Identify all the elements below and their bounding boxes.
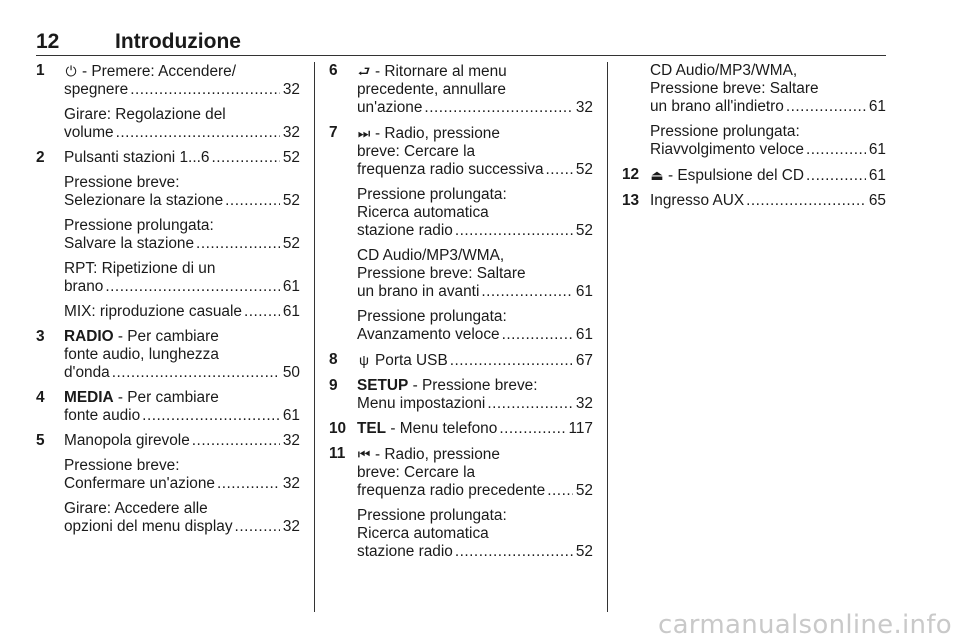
- page-ref: 32: [282, 81, 300, 98]
- page-ref: 32: [575, 395, 593, 412]
- skip-forward-icon: ⏭: [357, 125, 371, 141]
- page-ref: 61: [575, 326, 593, 343]
- page-ref: 61: [282, 407, 300, 424]
- entry-5: 5 Manopola girevole ..... 32 Pressione breve: Confermare un'azione ..... 32 Girare: Accedere alle opzioni del menu display ..... 32: [36, 432, 300, 536]
- page-ref: 32: [282, 124, 300, 141]
- entry-number: 6: [329, 62, 338, 79]
- page-ref: 52: [575, 543, 593, 560]
- page-header: [36, 30, 886, 52]
- page-title: Introduzione: [115, 30, 241, 53]
- page-ref: 32: [282, 432, 300, 449]
- column-3: [622, 62, 886, 217]
- page-ref: 61: [282, 278, 300, 295]
- skip-back-icon: ⏮: [357, 446, 371, 462]
- entry-9: 9 SETUP - Pressione breve: Menu impostazioni ..... 32: [329, 377, 593, 413]
- page-ref: 52: [575, 482, 593, 499]
- page-ref: 32: [282, 518, 300, 535]
- page-ref: 32: [575, 99, 593, 116]
- page-ref: 52: [282, 235, 300, 252]
- entry-4: 4 MEDIA - Per cambiare fonte audio ..... 61: [36, 389, 300, 425]
- column-divider-2: [607, 62, 608, 612]
- entry-13: 13 Ingresso AUX ..... 65: [622, 192, 886, 210]
- page-ref: 32: [282, 475, 300, 492]
- entry-6: 6 ⮐ - Ritornare al menu precedente, annullare un'azione ..... 32: [329, 62, 593, 117]
- entry-number: 1: [36, 62, 45, 79]
- page-ref: 61: [868, 167, 886, 184]
- column-1: [36, 62, 300, 543]
- header-divider: [36, 55, 886, 56]
- entry-number: 9: [329, 377, 338, 394]
- entry-number: 2: [36, 149, 45, 166]
- page-ref: 61: [868, 98, 886, 115]
- entry-1: 1 ⏻ - Premere: Accendere/ spegnere ..... 32 Girare: Regolazione del volume ..... 32: [36, 62, 300, 142]
- eject-icon: ⏏: [650, 167, 664, 183]
- entry-11-continued: CD Audio/MP3/WMA, Pressione breve: Saltare un brano all'indietro ..... 61 Pressione prolungata: Riavvolgimento veloce ..... 61: [622, 62, 886, 159]
- entry-8: 8 ψ Porta USB ..... 67: [329, 351, 593, 370]
- page-ref: 52: [282, 192, 300, 209]
- entry-2: 2 Pulsanti stazioni 1...6 ..... 52 Pressione breve: Selezionare la stazione ..... 52 Pressione prolungata: Salvare la stazione ..... 52 RPT: Ripetizione di un brano ..... 61 MIX: riproduzione casuale ..... 61: [36, 149, 300, 321]
- entry-number: 11: [329, 445, 346, 462]
- page-ref: 50: [282, 364, 300, 381]
- watermark: carmanualsonline.info: [657, 610, 952, 640]
- page-ref: 52: [282, 149, 300, 166]
- usb-icon: ψ: [359, 352, 369, 368]
- entry-12: 12 ⏏ - Espulsione del CD ..... 61: [622, 166, 886, 185]
- back-arrow-icon: ⮐: [357, 63, 371, 79]
- entry-7: 7 ⏭ - Radio, pressione breve: Cercare la frequenza radio successiva ..... 52 Pressione prolungata: Ricerca automatica stazione radio ..... 52 CD Audio/MP3/WMA, Pressione breve: Saltare un brano in avanti ..... 61 Pressione prolungata: Avanzamento veloce ..... 61: [329, 124, 593, 344]
- page-ref: 61: [575, 283, 593, 300]
- entry-number: 7: [329, 124, 338, 141]
- entry-3: 3 RADIO - Per cambiare fonte audio, lunghezza d'onda ..... 50: [36, 328, 300, 382]
- entry-number: 5: [36, 432, 45, 449]
- entry-number: 8: [329, 351, 338, 368]
- column-divider-1: [314, 62, 315, 612]
- page-ref: 65: [868, 192, 886, 209]
- entry-number: 3: [36, 328, 45, 345]
- page-ref: 67: [575, 352, 593, 369]
- page-number: 12: [36, 30, 60, 53]
- entry-number: 12: [622, 166, 640, 183]
- entry-10: 10 TEL - Menu telefono ..... 117: [329, 420, 593, 438]
- page-ref: 117: [568, 420, 593, 437]
- entry-number: 13: [622, 192, 640, 209]
- page-ref: 61: [282, 303, 300, 320]
- column-2: [329, 62, 593, 568]
- page-ref: 52: [575, 161, 593, 178]
- power-icon: ⏻: [65, 63, 77, 79]
- entry-number: 10: [329, 420, 347, 437]
- page-ref: 61: [868, 141, 886, 158]
- entry-11: 11 ⏮ - Radio, pressione breve: Cercare la frequenza radio precedente ..... 52 Pressione prolungata: Ricerca automatica stazione radio ..... 52: [329, 445, 593, 561]
- page-ref: 52: [575, 222, 593, 239]
- entry-number: 4: [36, 389, 45, 406]
